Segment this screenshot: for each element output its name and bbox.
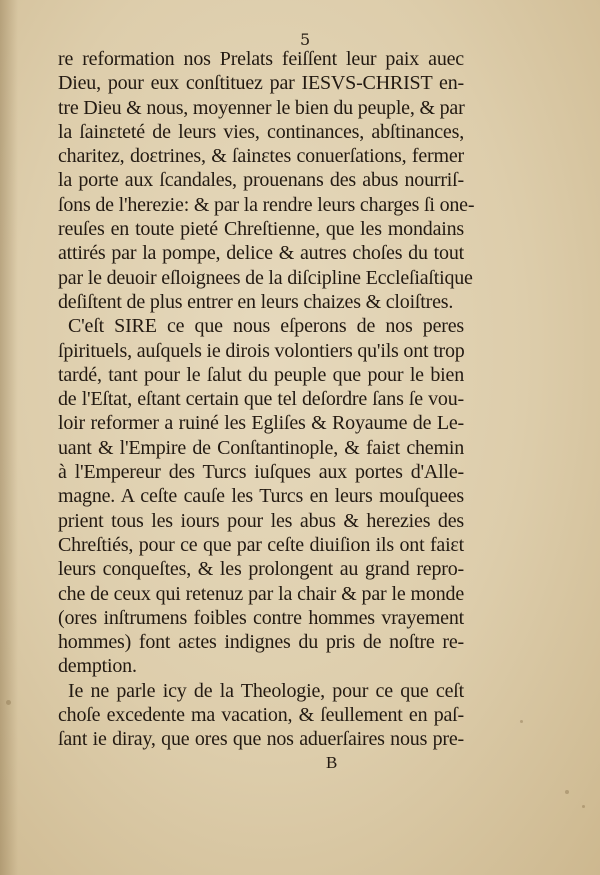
text-line: prient tous les iours pour les abus & herezies des xyxy=(58,509,464,532)
text-line: ſons de l'herezie: & par la rendre leurs charges ſi one- xyxy=(58,193,475,216)
text-line: re reformation nos Prelats feiſſent leur paix auec xyxy=(58,48,464,70)
text-line: tre Dieu & nous, moyenner le bien du peuple, & par xyxy=(58,96,465,119)
text-line: charitez, doɛtrines, & ſainɛtes conuerſations, fermer xyxy=(58,145,464,168)
text-line: Chreſtiés, pour ce que par ceſte diuiſion ils ont faiɛt xyxy=(58,533,464,556)
body-text xyxy=(58,47,475,752)
signature-mark: B xyxy=(326,753,338,772)
text-line: loir reformer a ruiné les Egliſes & Royaume de Le- xyxy=(58,412,464,435)
paper-speck xyxy=(582,805,585,808)
text-line: choſe excedente ma vacation, & ſeullement en paſ- xyxy=(58,704,464,727)
paper-speck xyxy=(565,790,569,794)
text-line: demption. xyxy=(58,655,137,678)
text-line: ſant ie diray, que ores que nos aduerſaires nous pre- xyxy=(58,728,464,751)
text-line: la porte aux ſcandales, prouenans des abus nourriſ- xyxy=(58,169,464,192)
text-line: leurs conqueſtes, & les prolongent au grand repro- xyxy=(58,558,464,581)
text-line: ſpirituels, auſquels ie dirois volontiers qu'ils ont trop xyxy=(58,339,465,362)
paper-speck xyxy=(520,720,523,723)
page-edge-shadow xyxy=(0,0,18,875)
text-line: attirés par la pompe, delice & autres choſes du tout xyxy=(58,242,464,265)
text-line: tardé, tant pour le ſalut du peuple que pour le bien xyxy=(58,363,464,386)
text-line: magne. A ceſte cauſe les Turcs en leurs mouſquees xyxy=(58,485,464,508)
text-line: uant & l'Empire de Conſtantinople, & faiɛt chemin xyxy=(58,436,464,459)
text-line: C'eſt SIRE ce que nous eſperons de nos peres xyxy=(68,315,464,338)
text-line: de l'Eſtat, eſtant certain que tel deſordre ſans ſe vou- xyxy=(58,388,464,411)
text-line: Ie ne parle icy de la Theologie, pour ce que ceſt xyxy=(68,679,464,702)
paper-speck xyxy=(6,700,11,705)
text-line: à l'Empereur des Turcs iuſques aux portes d'Alle- xyxy=(58,461,464,484)
text-line: par le deuoir eſloignees de la diſcipline Eccleſiaſtique xyxy=(58,266,473,289)
text-line: la ſainɛteté de leurs vies, continances, abſtinances, xyxy=(58,120,464,143)
text-line: hommes) font aɛtes indignes du pris de noſtre re- xyxy=(58,631,464,654)
text-line: Dieu, pour eux conſtituez par IESVS-CHRIST en- xyxy=(58,72,464,95)
page-number: 5 xyxy=(300,30,311,49)
text-line: deſiſtent de plus entrer en leurs chaizes & cloiſtres. xyxy=(58,290,454,313)
text-line: (ores inſtrumens foibles contre hommes vrayement xyxy=(58,606,464,629)
text-line: reuſes en toute pieté Chreſtienne, que les mondains xyxy=(58,218,464,241)
text-line: che de ceux qui retenuz par la chair & par le monde xyxy=(58,582,464,605)
